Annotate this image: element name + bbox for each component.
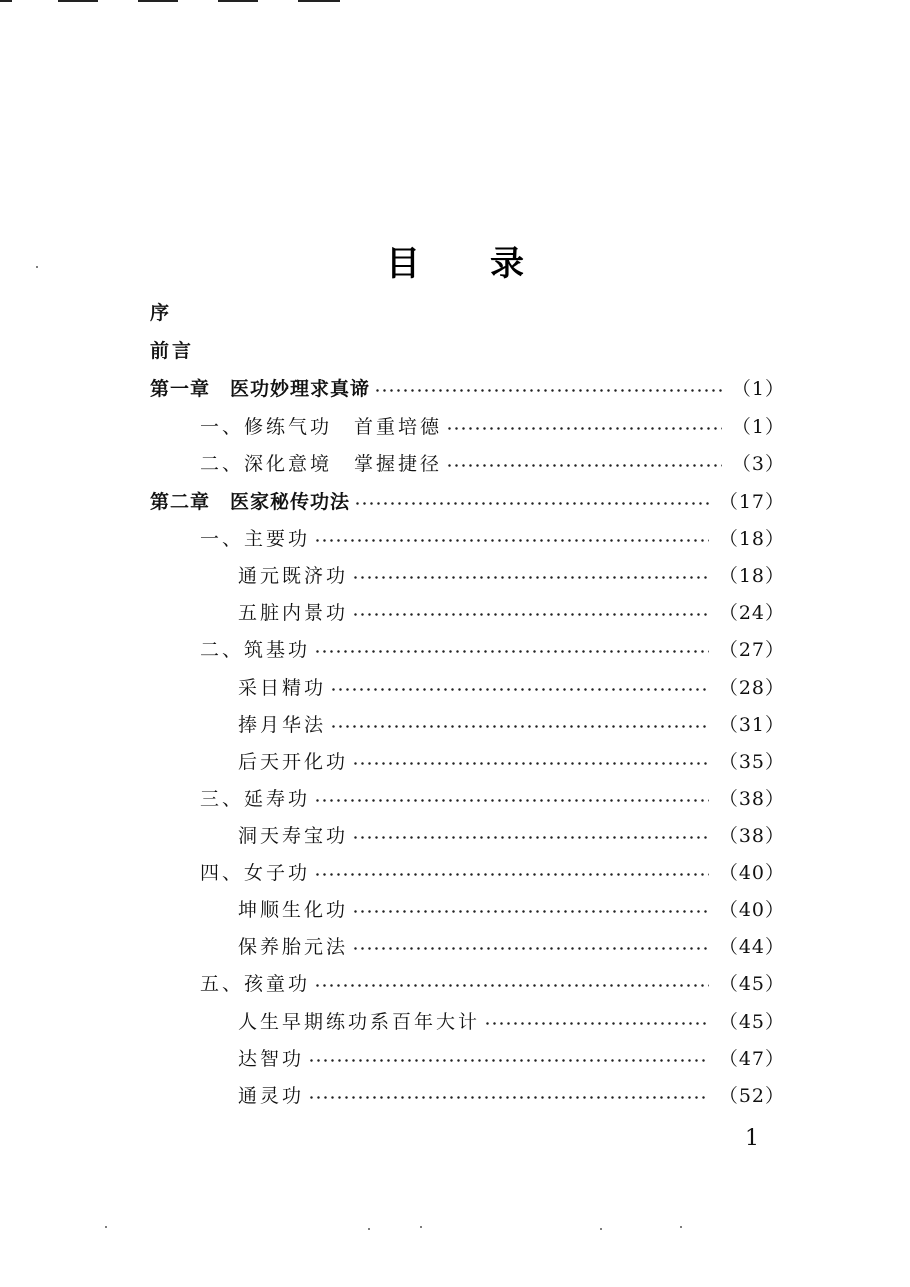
top-rule [218, 0, 258, 2]
toc-entry-label: 五、孩童功 [200, 972, 311, 995]
toc-entry-label: 一、修练气功 首重培德 [200, 415, 443, 438]
dot-leader [352, 613, 709, 616]
dot-leader [330, 688, 709, 691]
toc-entry-page: （31） [718, 713, 785, 736]
toc-entry [238, 596, 785, 626]
toc-entry [200, 856, 785, 886]
toc-entry-page: （18） [718, 564, 785, 587]
toc-entry-page: （45） [718, 972, 785, 995]
page-number: 1 [745, 1126, 759, 1151]
top-rule [138, 0, 178, 2]
toc-entry-page: （44） [718, 935, 785, 958]
toc-entry-page: （40） [718, 861, 785, 884]
dot-leader [330, 725, 709, 728]
toc-entry [238, 708, 785, 738]
toc-entry-label: 捧月华法 [238, 713, 327, 736]
toc-entry-label: 洞天寿宝功 [238, 824, 349, 847]
dot-leader [446, 464, 722, 467]
toc-entry [150, 334, 194, 364]
toc-entry-label: 后天开化功 [238, 750, 349, 773]
toc-entry-label: 采日精功 [238, 676, 327, 699]
dot-leader [308, 1096, 709, 1099]
toc-entry-page: （3） [731, 452, 785, 475]
toc-entry [200, 447, 785, 477]
toc-entry [200, 633, 785, 663]
toc-entry [200, 522, 785, 552]
top-rule [0, 0, 12, 2]
toc-entry-label: 前言 [150, 339, 195, 362]
toc-entry [238, 1042, 785, 1072]
toc-entry-label: 三、延寿功 [200, 787, 311, 810]
dot-leader [314, 799, 709, 802]
toc-entry-page: （38） [718, 824, 785, 847]
toc-entry-label: 第一章 医功妙理求真谛 [150, 377, 371, 400]
toc-entry-label: 坤顺生化功 [238, 898, 349, 921]
toc-entry-page: （28） [718, 676, 785, 699]
dot-leader [314, 873, 709, 876]
toc-entry [238, 893, 785, 923]
dot-leader [352, 576, 709, 579]
toc-entry [238, 1079, 785, 1109]
toc-entry [200, 782, 785, 812]
toc-entry-page: （27） [718, 638, 785, 661]
toc-entry [200, 410, 785, 440]
top-rule [298, 0, 340, 2]
scan-speck [600, 1228, 602, 1230]
dot-leader [446, 427, 722, 430]
toc-entry-label: 保养胎元法 [238, 935, 349, 958]
toc-entry-label: 一、主要功 [200, 527, 311, 550]
toc-entry-label: 四、女子功 [200, 861, 311, 884]
toc-entry-label: 第二章 医家秘传功法 [150, 490, 351, 513]
toc-entry-label: 达智功 [238, 1047, 305, 1070]
scan-speck [420, 1226, 422, 1228]
top-rule [58, 0, 98, 2]
toc-entry [238, 930, 785, 960]
toc-entry-label: 二、筑基功 [200, 638, 311, 661]
toc-entry-page: （1） [731, 377, 785, 400]
toc-entry [238, 671, 785, 701]
dot-leader [314, 539, 709, 542]
dot-leader [352, 910, 709, 913]
toc-entry [238, 819, 785, 849]
toc-entry-page: （17） [718, 490, 785, 513]
toc-entry-page: （38） [718, 787, 785, 810]
toc-entry-label: 通灵功 [238, 1084, 305, 1107]
page-title [0, 236, 910, 285]
toc-entry [200, 967, 785, 997]
toc-entry [238, 745, 785, 775]
toc-entry-page: （35） [718, 750, 785, 773]
toc-entry [150, 372, 785, 402]
dot-leader [314, 984, 709, 987]
toc-entry-page: （40） [718, 898, 785, 921]
dot-leader [352, 836, 709, 839]
scan-speck [680, 1226, 682, 1228]
toc-entry-label: 五脏内景功 [238, 601, 349, 624]
scan-speck [368, 1228, 370, 1230]
toc-entry [238, 559, 785, 589]
toc-entry [150, 296, 172, 326]
scan-speck [105, 1226, 107, 1228]
title-char-2: 录 [490, 244, 524, 284]
toc-entry-label: 人生早期练功系百年大计 [238, 1010, 481, 1033]
toc-entry [238, 1005, 785, 1035]
toc-entry-page: （45） [718, 1010, 785, 1033]
toc-entry-page: （24） [718, 601, 785, 624]
title-char-1: 目 [386, 244, 420, 284]
toc-entry-label: 通元既济功 [238, 564, 349, 587]
dot-leader [484, 1022, 709, 1025]
toc-entry [150, 485, 785, 515]
dot-leader [374, 389, 722, 392]
toc-entry-label: 二、深化意境 掌握捷径 [200, 452, 443, 475]
dot-leader [352, 762, 709, 765]
dot-leader [352, 947, 709, 950]
toc-entry-page: （47） [718, 1047, 785, 1070]
toc-entry-page: （1） [731, 415, 785, 438]
toc-entry-page: （52） [718, 1084, 785, 1107]
dot-leader [314, 650, 709, 653]
toc-entry-label: 序 [150, 301, 173, 324]
dot-leader [308, 1059, 709, 1062]
dot-leader [354, 502, 709, 505]
toc-entry-page: （18） [718, 527, 785, 550]
